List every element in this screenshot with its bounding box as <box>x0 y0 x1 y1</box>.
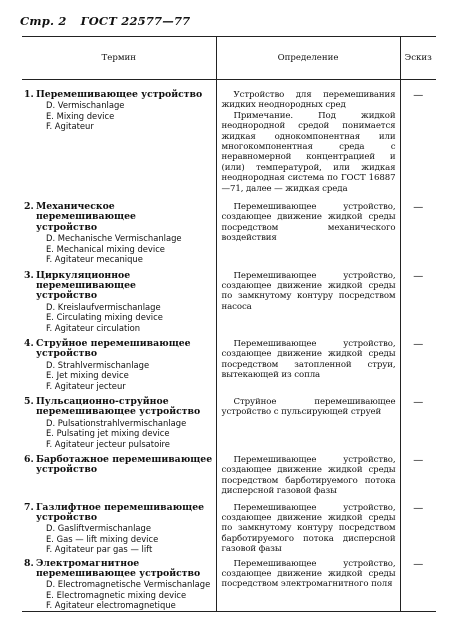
sketch-cell: — <box>400 80 436 195</box>
table-row <box>22 555 436 612</box>
sketch-cell: — <box>400 555 436 612</box>
term-cell <box>22 497 216 555</box>
term-cell <box>22 333 216 391</box>
term-number: 4. <box>24 337 34 349</box>
term-translation: F. Agitateur mecanique <box>46 254 143 265</box>
term-number: 2. <box>24 201 34 213</box>
definition-cell <box>216 265 400 333</box>
term-translation: E. Electromagnetic mixing device <box>46 589 187 600</box>
term-russian: устройство <box>36 464 98 476</box>
table-row <box>22 194 436 264</box>
definition-text: Перемешивающее устройство, создающее движение жидкой среды посредством барботируемого потока дисперсной газовой фазы <box>221 455 396 497</box>
definition-cell <box>216 194 400 264</box>
sketch-cell: — <box>400 194 436 264</box>
column-header-definition: Определение <box>216 37 400 80</box>
definition-cell <box>216 497 400 555</box>
term-cell <box>22 555 216 612</box>
table-row <box>22 333 436 391</box>
term-translation: F. Agitateur jecteur <box>46 380 126 391</box>
table-row <box>22 265 436 333</box>
term-russian: устройство <box>36 290 98 302</box>
term-number: 1. <box>24 89 34 100</box>
term-russian: Газлифтное перемешивающее устройство <box>36 501 205 524</box>
term-russian: Электромагнитное перемешивающее устройство <box>36 557 201 580</box>
sketch-cell: — <box>400 449 436 497</box>
term-translation: D. Gasliftvermischanlage <box>46 523 152 534</box>
standard-number: ГОСТ 22577—77 <box>80 14 191 28</box>
term-translation: E. Pulsating jet mixing device <box>46 428 170 439</box>
term-translation: D. Vermischanlage <box>46 100 125 111</box>
term-russian: Механическое перемешивающее <box>36 201 136 223</box>
definition-text: Перемешивающее устройство, создающее движение жидкой среды по замкнутому контуру посредством насоса <box>221 270 396 312</box>
term-translation: E. Mixing device <box>46 110 115 121</box>
definition-text: Струйное перемешивающее устройство с пульсирующей струей <box>221 396 396 418</box>
term-russian: Барботажное перемешивающее <box>36 454 213 465</box>
term-translation: F. Agitateur par gas — lift <box>46 544 153 555</box>
term-number: 7. <box>24 501 34 513</box>
term-russian: Циркуляционное перемешивающее <box>36 269 136 291</box>
term-translation: F. Agitateur circulation <box>46 322 141 333</box>
definition-text: Перемешивающее устройство, создающее движение жидкой среды посредством электромагнитного поля <box>221 558 396 590</box>
definition-text: Перемешивающее устройство, создающее движение жидкой среды по замкнутому контуру посредством барботируемого потока дисперсной газовой фазы <box>221 502 396 555</box>
term-translation: E. Circulating mixing device <box>46 312 163 323</box>
term-number: 5. <box>24 395 34 407</box>
term-cell <box>22 391 216 449</box>
term-russian: Перемешивающее устройство <box>36 89 203 100</box>
term-translation: D. Strahlvermischanlage <box>46 359 150 370</box>
term-number: 3. <box>24 269 34 281</box>
term-translation: E. Mechanical mixing device <box>46 243 165 254</box>
table-row <box>22 80 436 195</box>
term-translation: D. Kreislaufvermischanlage <box>46 301 161 312</box>
term-translation: D. Electromagnetische Vermischanlage <box>46 579 211 590</box>
sketch-cell: — <box>400 265 436 333</box>
sketch-cell: — <box>400 391 436 449</box>
table-row <box>22 391 436 449</box>
table-row <box>22 497 436 555</box>
term-translation: E. Gas — lift mixing device <box>46 533 159 544</box>
sketch-cell: — <box>400 333 436 391</box>
definition-cell <box>216 333 400 391</box>
definition-cell <box>216 391 400 449</box>
definition-cell <box>216 449 400 497</box>
page-label: Стр. 2 <box>20 14 67 28</box>
page-header <box>20 14 190 28</box>
definition-cell <box>216 80 400 195</box>
column-header-sketch: Эскиз <box>400 37 436 80</box>
term-translation: F. Agitateur jecteur pulsatoire <box>46 438 170 449</box>
column-header-term: Термин <box>22 37 216 80</box>
sketch-cell: — <box>400 497 436 555</box>
term-translation: F. Agitateur <box>46 121 94 132</box>
term-number: 8. <box>24 557 34 569</box>
term-translation: E. Jet mixing device <box>46 370 129 381</box>
term-cell <box>22 80 216 195</box>
term-russian: Пульсационно-струйное перемешивающее устройство <box>36 395 201 418</box>
table-row <box>22 449 436 497</box>
term-number: 6. <box>24 454 34 465</box>
term-translation: F. Agitateur electromagnetique <box>46 600 176 611</box>
definition-text: Перемешивающее устройство, создающее движение жидкой среды посредством механического воздействия <box>221 202 396 244</box>
term-russian: устройство <box>36 221 98 233</box>
term-cell <box>22 265 216 333</box>
term-translation: D. Mechanische Vermischanlage <box>46 233 182 244</box>
table-header-row <box>22 37 436 80</box>
term-translation: D. Pulsationstrahlvermischanlage <box>46 417 187 428</box>
definition-cell <box>216 555 400 612</box>
term-cell <box>22 194 216 264</box>
term-cell <box>22 449 216 497</box>
definition-note: Примечание. Под жидкой неоднородной средой понимается жидкая однокомпонентная или многокомпонентная среда с неравномерной концентрацией и (или) температурой, или жидкая неоднородная система по ГОСТ 16887—71, далее — жидкая среда <box>221 110 396 194</box>
definition-text: Перемешивающее устройство, создающее движение жидкой среды посредством затопленной струи, вытекающей из сопла <box>221 338 396 381</box>
definition-text: Устройство для перемешивания жидких неоднородных сред <box>221 90 396 111</box>
term-russian: Струйное перемешивающее устройство <box>36 337 191 360</box>
terms-table <box>22 36 436 612</box>
